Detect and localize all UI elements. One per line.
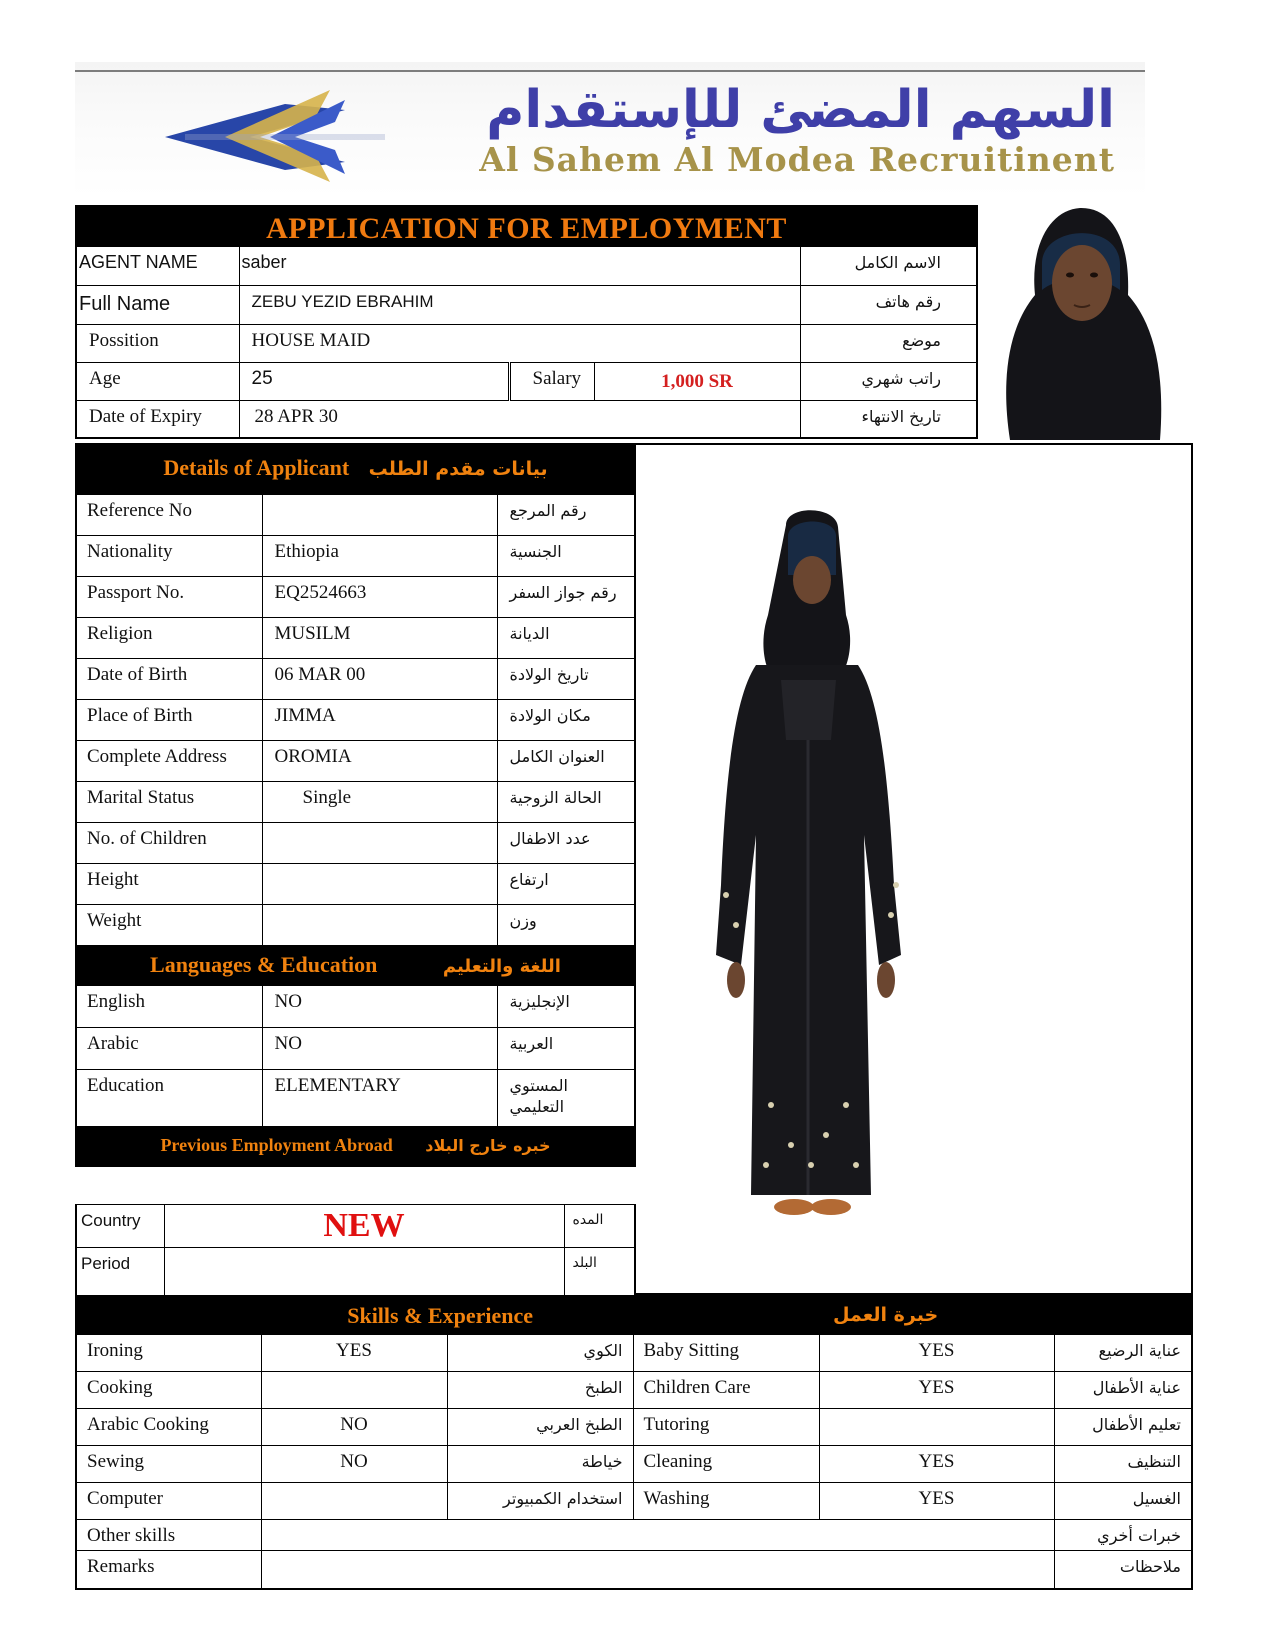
details-row-arabic-label: الجنسية — [497, 535, 635, 576]
other-skills-label: Other skills — [76, 1519, 261, 1550]
full-name-arabic-label: رقم هاتف — [800, 285, 977, 324]
skill-right-value: YES — [819, 1371, 1054, 1408]
details-row-value — [262, 904, 497, 945]
language-row — [76, 985, 635, 1027]
skill-left-value — [261, 1371, 447, 1408]
details-row-label: Date of Birth — [76, 658, 262, 699]
expiry-value: 28 APR 30 — [239, 400, 800, 438]
skill-right-label: Baby Sitting — [633, 1334, 819, 1371]
language-row-value: ELEMENTARY — [262, 1069, 497, 1126]
period-value — [164, 1248, 564, 1296]
details-row-arabic-label: رقم المرجع — [497, 494, 635, 535]
skill-left-label: Computer — [76, 1482, 261, 1519]
position-value: HOUSE MAID — [239, 324, 800, 362]
language-row-value: NO — [262, 1027, 497, 1069]
language-row-value: NO — [262, 985, 497, 1027]
period-arabic-label: البلد — [564, 1248, 635, 1296]
agent-name-arabic-label: الاسم الكامل — [800, 246, 977, 285]
skills-heading — [76, 1296, 633, 1334]
details-row — [76, 781, 635, 822]
details-row-arabic-label: ارتفاع — [497, 863, 635, 904]
skill-left-label: Cooking — [76, 1371, 261, 1408]
language-row — [76, 1027, 635, 1069]
details-row-value: MUSILM — [262, 617, 497, 658]
details-table — [75, 443, 636, 1167]
language-row-label: English — [76, 985, 262, 1027]
details-row-arabic-label: العنوان الكامل — [497, 740, 635, 781]
skill-left-arabic-label: استخدام الكمبيوتر — [447, 1482, 633, 1519]
skill-row — [76, 1371, 1192, 1408]
skill-left-arabic-label: الطبخ العربي — [447, 1408, 633, 1445]
languages-heading — [76, 945, 635, 985]
details-heading-en: Details of Applicant — [163, 455, 350, 480]
logo-english-text: Al Sahem Al Modea Recruitinent — [479, 140, 1115, 179]
language-row — [76, 1069, 635, 1126]
skill-left-arabic-label: الطبخ — [447, 1371, 633, 1408]
other-skills-value — [261, 1519, 1054, 1550]
expiry-arabic-label: تاريخ الانتهاء — [800, 400, 977, 438]
skill-right-value: YES — [819, 1445, 1054, 1482]
skills-heading-en: Skills & Experience — [347, 1303, 533, 1328]
details-row-value: Single — [262, 781, 497, 822]
details-row-value: JIMMA — [262, 699, 497, 740]
country-label: Country — [76, 1205, 164, 1248]
skill-left-value: NO — [261, 1408, 447, 1445]
skill-right-label: Children Care — [633, 1371, 819, 1408]
period-label: Period — [76, 1248, 164, 1296]
skill-right-label: Cleaning — [633, 1445, 819, 1482]
languages-heading-en: Languages & Education — [150, 951, 378, 977]
details-row-value: Ethiopia — [262, 535, 497, 576]
remarks-label: Remarks — [76, 1550, 261, 1589]
details-row-value — [262, 863, 497, 904]
details-row-label: Marital Status — [76, 781, 262, 822]
application-table — [75, 205, 978, 439]
details-row-arabic-label: عدد الاطفال — [497, 822, 635, 863]
details-row — [76, 658, 635, 699]
details-row-arabic-label: رقم جواز السفر — [497, 576, 635, 617]
skill-row — [76, 1445, 1192, 1482]
details-row-label: Reference No — [76, 494, 262, 535]
details-row-arabic-label: الحالة الزوجية — [497, 781, 635, 822]
age-label: Age — [76, 362, 239, 400]
other-skills-arabic-label: خبرات أخري — [1054, 1519, 1192, 1550]
details-row-value — [262, 822, 497, 863]
languages-heading-ar: اللغة والتعليم — [442, 955, 561, 977]
position-label: Possition — [76, 324, 239, 362]
skill-left-arabic-label: خياطة — [447, 1445, 633, 1482]
letterhead-rule — [75, 70, 1145, 72]
full-body-photo — [636, 443, 1193, 1295]
details-row-label: Weight — [76, 904, 262, 945]
skill-right-label: Washing — [633, 1482, 819, 1519]
skill-right-arabic-label: عناية الرضيع — [1054, 1334, 1192, 1371]
form-title: APPLICATION FOR EMPLOYMENT — [76, 206, 977, 246]
full-name-label: Full Name — [76, 285, 239, 324]
details-heading-ar: بيانات مقدم الطلب — [368, 458, 548, 480]
skill-left-value: NO — [261, 1445, 447, 1482]
skill-right-arabic-label: تعليم الأطفال — [1054, 1408, 1192, 1445]
full-name-value: ZEBU YEZID EBRAHIM — [239, 285, 800, 324]
skill-right-value — [819, 1408, 1054, 1445]
details-row-value: EQ2524663 — [262, 576, 497, 617]
country-arabic-label: المده — [564, 1205, 635, 1248]
details-row — [76, 494, 635, 535]
language-row-arabic-label: المستوي التعليمي — [497, 1069, 635, 1126]
skill-right-value: YES — [819, 1482, 1054, 1519]
skill-left-arabic-label: الكوي — [447, 1334, 633, 1371]
salary-value: 1,000 SR — [594, 362, 800, 400]
skill-right-arabic-label: الغسيل — [1054, 1482, 1192, 1519]
previous-heading-ar: خبره خارج البلاد — [425, 1135, 551, 1155]
details-heading — [76, 444, 635, 494]
details-row-arabic-label: تاريخ الولادة — [497, 658, 635, 699]
details-row-label: Place of Birth — [76, 699, 262, 740]
country-value: NEW — [164, 1205, 564, 1248]
details-row-label: No. of Children — [76, 822, 262, 863]
skill-left-label: Arabic Cooking — [76, 1408, 261, 1445]
salary-arabic-label: راتب شهري — [800, 362, 977, 400]
details-row — [76, 576, 635, 617]
skill-left-label: Sewing — [76, 1445, 261, 1482]
arrow-logo-icon — [155, 82, 385, 187]
skill-right-value: YES — [819, 1334, 1054, 1371]
salary-label: Salary — [509, 362, 594, 400]
details-row — [76, 535, 635, 576]
details-row-label: Religion — [76, 617, 262, 658]
skill-left-label: Ironing — [76, 1334, 261, 1371]
previous-heading — [76, 1126, 635, 1166]
remarks-arabic-label: ملاحظات — [1054, 1550, 1192, 1589]
portrait-photo — [980, 205, 1180, 440]
details-row-label: Nationality — [76, 535, 262, 576]
language-row-label: Education — [76, 1069, 262, 1126]
skills-heading-ar: خبرة العمل — [833, 1304, 939, 1326]
skill-left-value — [261, 1482, 447, 1519]
skill-row — [76, 1482, 1192, 1519]
portrait-person-icon — [980, 205, 1180, 440]
details-row-value: 06 MAR 00 — [262, 658, 497, 699]
skill-row — [76, 1334, 1192, 1371]
details-row — [76, 822, 635, 863]
previous-heading-en: Previous Employment Abroad — [160, 1134, 393, 1155]
skill-left-value: YES — [261, 1334, 447, 1371]
details-row-arabic-label: مكان الولادة — [497, 699, 635, 740]
skills-table — [75, 1295, 1193, 1590]
full-body-person-icon — [696, 505, 916, 1225]
position-arabic-label: موضع — [800, 324, 977, 362]
skill-right-arabic-label: التنظيف — [1054, 1445, 1192, 1482]
language-row-label: Arabic — [76, 1027, 262, 1069]
details-row-value: OROMIA — [262, 740, 497, 781]
language-row-arabic-label: الإنجليزية — [497, 985, 635, 1027]
expiry-label: Date of Expiry — [76, 400, 239, 438]
details-row-value — [262, 494, 497, 535]
skills-heading-arabic-cell — [633, 1296, 1192, 1334]
skill-right-label: Tutoring — [633, 1408, 819, 1445]
logo-arabic-text: السهم المضئ للإستقدام — [486, 80, 1115, 140]
details-row-arabic-label: وزن — [497, 904, 635, 945]
details-row-arabic-label: الديانة — [497, 617, 635, 658]
previous-table — [75, 1204, 636, 1297]
details-row — [76, 904, 635, 945]
agent-name-value: saber — [239, 246, 800, 285]
remarks-value — [261, 1550, 1054, 1589]
details-row — [76, 740, 635, 781]
details-row-label: Complete Address — [76, 740, 262, 781]
details-row — [76, 863, 635, 904]
details-row-label: Passport No. — [76, 576, 262, 617]
age-value: 25 — [239, 362, 509, 400]
skill-right-arabic-label: عناية الأطفال — [1054, 1371, 1192, 1408]
details-row-label: Height — [76, 863, 262, 904]
details-row — [76, 699, 635, 740]
details-row — [76, 617, 635, 658]
language-row-arabic-label: العربية — [497, 1027, 635, 1069]
letterhead — [75, 62, 1145, 197]
skill-row — [76, 1408, 1192, 1445]
agent-name-label: AGENT NAME — [76, 246, 239, 285]
